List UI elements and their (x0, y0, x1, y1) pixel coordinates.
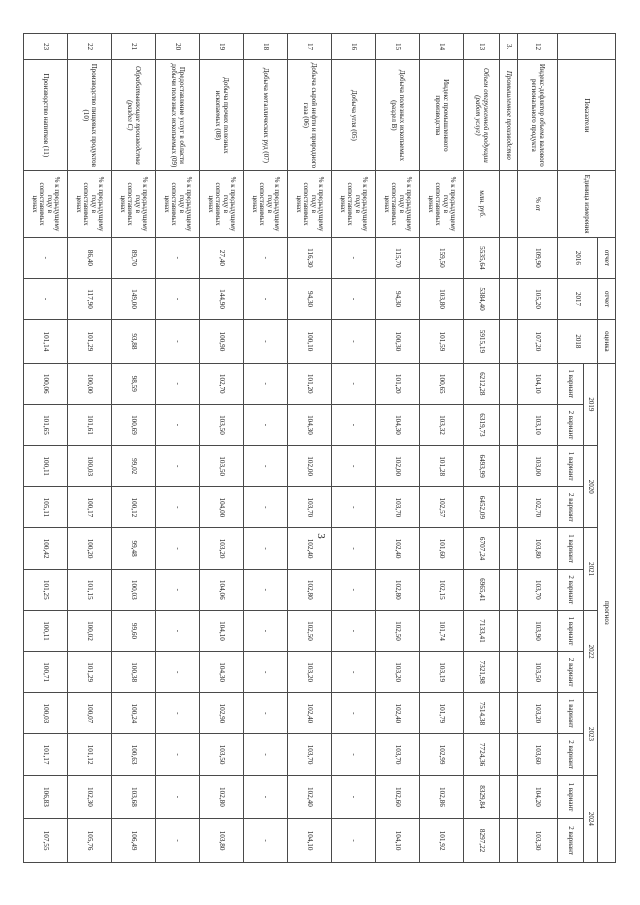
value-cell: 99,48 (112, 528, 156, 569)
indicator-name: Производство пищевых продуктов (10) (68, 60, 112, 171)
value-cell: - (24, 278, 68, 319)
value-cell (500, 528, 518, 569)
header-variant-2: 2 вариант (558, 569, 584, 610)
value-cell: 104,10 (288, 819, 332, 863)
value-cell: 100,17 (68, 487, 112, 528)
value-cell: 102,40 (288, 693, 332, 734)
value-cell: 7321,98 (464, 652, 500, 693)
header-variant-1: 1 вариант (558, 610, 584, 651)
value-cell: 100,10 (288, 320, 332, 364)
value-cell: 101,79 (420, 693, 464, 734)
value-cell: 7514,38 (464, 693, 500, 734)
value-cell: 107,20 (518, 320, 558, 364)
row-number: 3. (500, 34, 518, 60)
value-cell: 101,20 (288, 363, 332, 404)
value-cell: 103,20 (200, 528, 244, 569)
value-cell: 100,90 (200, 320, 244, 364)
header-variant-2: 2 вариант (558, 652, 584, 693)
value-cell: 100,38 (112, 652, 156, 693)
header-forecast: прогноз (598, 363, 616, 862)
indicator-name: Добыча угля (05) (332, 60, 376, 171)
value-cell: 116,30 (288, 237, 332, 278)
header-year-2017: 2017 (558, 278, 598, 319)
value-cell: 103,50 (200, 404, 244, 445)
value-cell (500, 734, 518, 775)
value-cell: 104,10 (200, 610, 244, 651)
value-cell: 103,00 (518, 446, 558, 487)
value-cell: - (244, 237, 288, 278)
value-cell: - (332, 734, 376, 775)
value-cell: - (332, 446, 376, 487)
indicator-name: Индекс-дефлятор объема валового регионального продукта (518, 60, 558, 171)
forecast-table (23, 33, 616, 863)
value-cell: 101,17 (24, 734, 68, 775)
value-cell: 6212,28 (464, 363, 500, 404)
value-cell: - (156, 610, 200, 651)
table-row (376, 34, 420, 863)
value-cell: - (332, 693, 376, 734)
value-cell: 102,30 (68, 775, 112, 819)
unit-cell: % к предыдущему году в сопоставимых ценах (112, 171, 156, 237)
header-variant-2: 2 вариант (558, 404, 584, 445)
page-number: 3 (314, 533, 327, 539)
header-unit: Единица измерения (558, 171, 616, 237)
value-cell: - (332, 819, 376, 863)
header-indicator: Показатели (558, 60, 616, 171)
value-cell: 102,60 (376, 775, 420, 819)
value-cell (500, 446, 518, 487)
value-cell: - (156, 569, 200, 610)
value-cell: - (332, 363, 376, 404)
unit-cell: % от (518, 171, 558, 237)
value-cell: 100,11 (24, 446, 68, 487)
value-cell: 101,15 (68, 569, 112, 610)
header-report-2017: отчет (598, 278, 616, 319)
value-cell: 102,70 (518, 487, 558, 528)
value-cell: 102,15 (420, 569, 464, 610)
header-year-2022: 2022 (584, 610, 598, 692)
indicator-name: Производство напитков (11) (24, 60, 68, 171)
unit-cell: % к предыдущему году в сопоставимых ценах (24, 171, 68, 237)
value-cell: 104,06 (200, 569, 244, 610)
value-cell: 103,30 (518, 819, 558, 863)
table-body (24, 34, 558, 863)
unit-cell: % к предыдущему году в сопоставимых ценах (332, 171, 376, 237)
value-cell: 101,92 (420, 819, 464, 863)
value-cell: - (156, 237, 200, 278)
value-cell: 103,70 (376, 734, 420, 775)
value-cell: 103,90 (518, 610, 558, 651)
header-year-2019: 2019 (584, 363, 598, 445)
value-cell: - (244, 693, 288, 734)
value-cell: 8329,84 (464, 775, 500, 819)
row-number: 13 (464, 34, 500, 60)
table-row (24, 34, 68, 863)
value-cell (500, 320, 518, 364)
header-estimate: оценка (598, 320, 616, 364)
value-cell: - (332, 610, 376, 651)
header-variant-2: 2 вариант (558, 734, 584, 775)
value-cell: 100,06 (24, 363, 68, 404)
value-cell (500, 278, 518, 319)
value-cell: - (156, 693, 200, 734)
value-cell: 101,29 (68, 320, 112, 364)
value-cell: 101,74 (420, 610, 464, 651)
value-cell: 100,30 (376, 320, 420, 364)
value-cell: 149,00 (112, 278, 156, 319)
value-cell: - (244, 652, 288, 693)
indicator-name: Добыча полезных ископаемых (раздел B) (376, 60, 420, 171)
value-cell: 102,40 (376, 693, 420, 734)
value-cell: 115,70 (376, 237, 420, 278)
value-cell: 102,40 (376, 528, 420, 569)
header-variant-2: 2 вариант (558, 819, 584, 863)
value-cell: 89,70 (112, 237, 156, 278)
value-cell: 6707,24 (464, 528, 500, 569)
value-cell: 6493,99 (464, 446, 500, 487)
value-cell: 27,40 (200, 237, 244, 278)
value-cell: - (156, 404, 200, 445)
value-cell: - (332, 237, 376, 278)
indicator-name: Объем отгруженной продукции (работ услуг) (464, 60, 500, 171)
header-variant-1: 1 вариант (558, 775, 584, 819)
unit-cell: % к предыдущему году в сопоставимых ценах (68, 171, 112, 237)
table-row (244, 34, 288, 863)
value-cell (500, 693, 518, 734)
row-number: 15 (376, 34, 420, 60)
header-variant-1: 1 вариант (558, 528, 584, 569)
value-cell: - (332, 569, 376, 610)
unit-cell: % к предыдущему году в сопоставимых ценах (156, 171, 200, 237)
value-cell: 102,99 (420, 734, 464, 775)
value-cell: 105,76 (68, 819, 112, 863)
value-cell: 103,20 (376, 652, 420, 693)
value-cell: 100,63 (112, 734, 156, 775)
value-cell: 103,70 (288, 734, 332, 775)
value-cell (500, 610, 518, 651)
value-cell (500, 819, 518, 863)
value-cell: - (156, 487, 200, 528)
value-cell: 99,60 (112, 610, 156, 651)
value-cell: 102,40 (288, 775, 332, 819)
table-row (156, 34, 200, 863)
header-year-2018: 2018 (558, 320, 598, 364)
value-cell: 103,32 (420, 404, 464, 445)
value-cell: - (244, 363, 288, 404)
table-row (420, 34, 464, 863)
value-cell (500, 404, 518, 445)
value-cell: - (156, 363, 200, 404)
value-cell: 103,70 (518, 569, 558, 610)
table-row (500, 34, 518, 863)
header-no (558, 34, 616, 60)
value-cell: 102,57 (420, 487, 464, 528)
indicator-name: Добыча металлических руд (07) (244, 60, 288, 171)
value-cell: 109,90 (518, 237, 558, 278)
value-cell: 102,50 (376, 610, 420, 651)
value-cell: 102,90 (200, 693, 244, 734)
indicator-name: Добыча сырой нефти и природного газа (06) (288, 60, 332, 171)
value-cell: 106,49 (112, 819, 156, 863)
value-cell: - (332, 652, 376, 693)
indicator-name: Обрабатывающие производства (раздел C) (112, 60, 156, 171)
value-cell: 100,03 (68, 446, 112, 487)
value-cell: 103,19 (420, 652, 464, 693)
value-cell: 104,30 (376, 404, 420, 445)
value-cell: 103,80 (420, 278, 464, 319)
value-cell: 102,00 (288, 446, 332, 487)
indicator-name: Промышленное производство (500, 60, 518, 171)
value-cell: 100,69 (112, 404, 156, 445)
value-cell: - (244, 819, 288, 863)
unit-cell: % к предыдущему году в сопоставимых ценах (244, 171, 288, 237)
value-cell: 102,40 (288, 528, 332, 569)
indicator-name: Индекс промышленного производства (420, 60, 464, 171)
value-cell: 100,00 (68, 363, 112, 404)
value-cell: 100,24 (112, 693, 156, 734)
value-cell: 98,59 (112, 363, 156, 404)
value-cell: 102,80 (376, 569, 420, 610)
value-cell: - (332, 320, 376, 364)
row-number: 20 (156, 34, 200, 60)
value-cell: 5535,64 (464, 237, 500, 278)
value-cell: 103,80 (200, 819, 244, 863)
value-cell: 159,50 (420, 237, 464, 278)
row-number: 14 (420, 34, 464, 60)
value-cell: - (244, 610, 288, 651)
value-cell: 101,61 (68, 404, 112, 445)
value-cell: - (156, 528, 200, 569)
value-cell: 101,59 (420, 320, 464, 364)
value-cell: 101,20 (376, 363, 420, 404)
indicator-name: Предоставление услуг в области добычи полезных ископаемых (09) (156, 60, 200, 171)
value-cell: 103,68 (112, 775, 156, 819)
row-number: 16 (332, 34, 376, 60)
value-cell: 104,10 (376, 819, 420, 863)
value-cell: 100,03 (112, 569, 156, 610)
value-cell: - (332, 528, 376, 569)
header-variant-1: 1 вариант (558, 363, 584, 404)
value-cell: 104,20 (518, 775, 558, 819)
value-cell: 103,60 (518, 734, 558, 775)
table-row (332, 34, 376, 863)
value-cell: 103,70 (376, 487, 420, 528)
value-cell: 102,80 (200, 775, 244, 819)
value-cell: 103,70 (288, 487, 332, 528)
value-cell: 107,55 (24, 819, 68, 863)
value-cell (500, 652, 518, 693)
value-cell: - (156, 278, 200, 319)
value-cell: - (332, 775, 376, 819)
value-cell (500, 237, 518, 278)
row-number: 18 (244, 34, 288, 60)
value-cell: 103,50 (200, 734, 244, 775)
value-cell: 101,60 (420, 528, 464, 569)
unit-cell: % к предыдущему году в сопоставимых ценах (420, 171, 464, 237)
value-cell: - (244, 487, 288, 528)
table-row (200, 34, 244, 863)
value-cell: 101,14 (24, 320, 68, 364)
value-cell: 100,42 (24, 528, 68, 569)
value-cell: 102,50 (288, 610, 332, 651)
value-cell (500, 775, 518, 819)
table-row (68, 34, 112, 863)
unit-cell: % к предыдущему году в сопоставимых ценах (288, 171, 332, 237)
value-cell (500, 487, 518, 528)
table-row (464, 34, 500, 863)
value-cell: 5915,19 (464, 320, 500, 364)
header-variant-1: 1 вариант (558, 693, 584, 734)
unit-cell: % к предыдущему году в сопоставимых ценах (200, 171, 244, 237)
value-cell: - (332, 404, 376, 445)
value-cell: 99,02 (112, 446, 156, 487)
value-cell: 100,12 (112, 487, 156, 528)
value-cell: 8297,22 (464, 819, 500, 863)
unit-cell (500, 171, 518, 237)
value-cell: 86,40 (68, 237, 112, 278)
value-cell: 101,65 (24, 404, 68, 445)
value-cell: - (244, 734, 288, 775)
row-number: 22 (68, 34, 112, 60)
value-cell: 105,11 (24, 487, 68, 528)
value-cell: - (24, 237, 68, 278)
value-cell: 93,88 (112, 320, 156, 364)
value-cell: 100,07 (68, 693, 112, 734)
header-variant-1: 1 вариант (558, 446, 584, 487)
value-cell: 102,86 (420, 775, 464, 819)
unit-cell: млн. руб. (464, 171, 500, 237)
header-variant-2: 2 вариант (558, 487, 584, 528)
value-cell: - (244, 528, 288, 569)
value-cell: 105,20 (518, 278, 558, 319)
value-cell: 7724,36 (464, 734, 500, 775)
header-year-2024: 2024 (584, 775, 598, 862)
value-cell: 6319,73 (464, 404, 500, 445)
value-cell: 7133,41 (464, 610, 500, 651)
header-year-2020: 2020 (584, 446, 598, 528)
header-year-2021: 2021 (584, 528, 598, 610)
value-cell: 103,50 (200, 446, 244, 487)
value-cell: 101,25 (24, 569, 68, 610)
value-cell (500, 569, 518, 610)
rotated-table-wrapper (26, 33, 616, 863)
value-cell: - (156, 652, 200, 693)
value-cell: 104,10 (518, 363, 558, 404)
header-report-2016: отчет (598, 237, 616, 278)
value-cell: - (156, 320, 200, 364)
value-cell: 102,70 (200, 363, 244, 404)
header-year-2023: 2023 (584, 693, 598, 775)
row-number: 23 (24, 34, 68, 60)
value-cell: 144,90 (200, 278, 244, 319)
value-cell: 103,20 (518, 693, 558, 734)
value-cell: 94,30 (376, 278, 420, 319)
value-cell: 104,30 (288, 404, 332, 445)
value-cell: 6965,41 (464, 569, 500, 610)
value-cell: 5384,40 (464, 278, 500, 319)
value-cell: - (156, 734, 200, 775)
value-cell: - (156, 775, 200, 819)
table-row (112, 34, 156, 863)
table-row (288, 34, 332, 863)
row-number: 19 (200, 34, 244, 60)
value-cell (500, 363, 518, 404)
table-row (518, 34, 558, 863)
value-cell: - (156, 446, 200, 487)
value-cell: 102,80 (288, 569, 332, 610)
row-number: 17 (288, 34, 332, 60)
value-cell: 103,50 (518, 652, 558, 693)
value-cell: 100,11 (24, 610, 68, 651)
value-cell: - (156, 819, 200, 863)
value-cell: - (332, 278, 376, 319)
value-cell: 104,00 (200, 487, 244, 528)
value-cell: 100,03 (24, 693, 68, 734)
row-number: 21 (112, 34, 156, 60)
value-cell: - (244, 278, 288, 319)
value-cell: 102,00 (376, 446, 420, 487)
value-cell: 103,80 (518, 528, 558, 569)
value-cell: 6452,09 (464, 487, 500, 528)
value-cell: - (244, 404, 288, 445)
value-cell: 100,20 (68, 528, 112, 569)
value-cell: 101,12 (68, 734, 112, 775)
value-cell: 94,30 (288, 278, 332, 319)
value-cell: 101,28 (420, 446, 464, 487)
value-cell: 117,90 (68, 278, 112, 319)
value-cell: 100,71 (24, 652, 68, 693)
unit-cell: % к предыдущему году в сопоставимых ценах (376, 171, 420, 237)
value-cell: - (332, 487, 376, 528)
value-cell: - (244, 446, 288, 487)
value-cell: 103,20 (288, 652, 332, 693)
value-cell: 106,83 (24, 775, 68, 819)
value-cell: 100,02 (68, 610, 112, 651)
value-cell: 101,29 (68, 652, 112, 693)
indicator-name: Добыча прочих полезных ископаемых (08) (200, 60, 244, 171)
value-cell: - (244, 569, 288, 610)
value-cell: - (244, 320, 288, 364)
row-number: 12 (518, 34, 558, 60)
value-cell: 103,10 (518, 404, 558, 445)
value-cell: 100,65 (420, 363, 464, 404)
value-cell: 104,30 (200, 652, 244, 693)
value-cell: - (244, 775, 288, 819)
header-year-2016: 2016 (558, 237, 598, 278)
